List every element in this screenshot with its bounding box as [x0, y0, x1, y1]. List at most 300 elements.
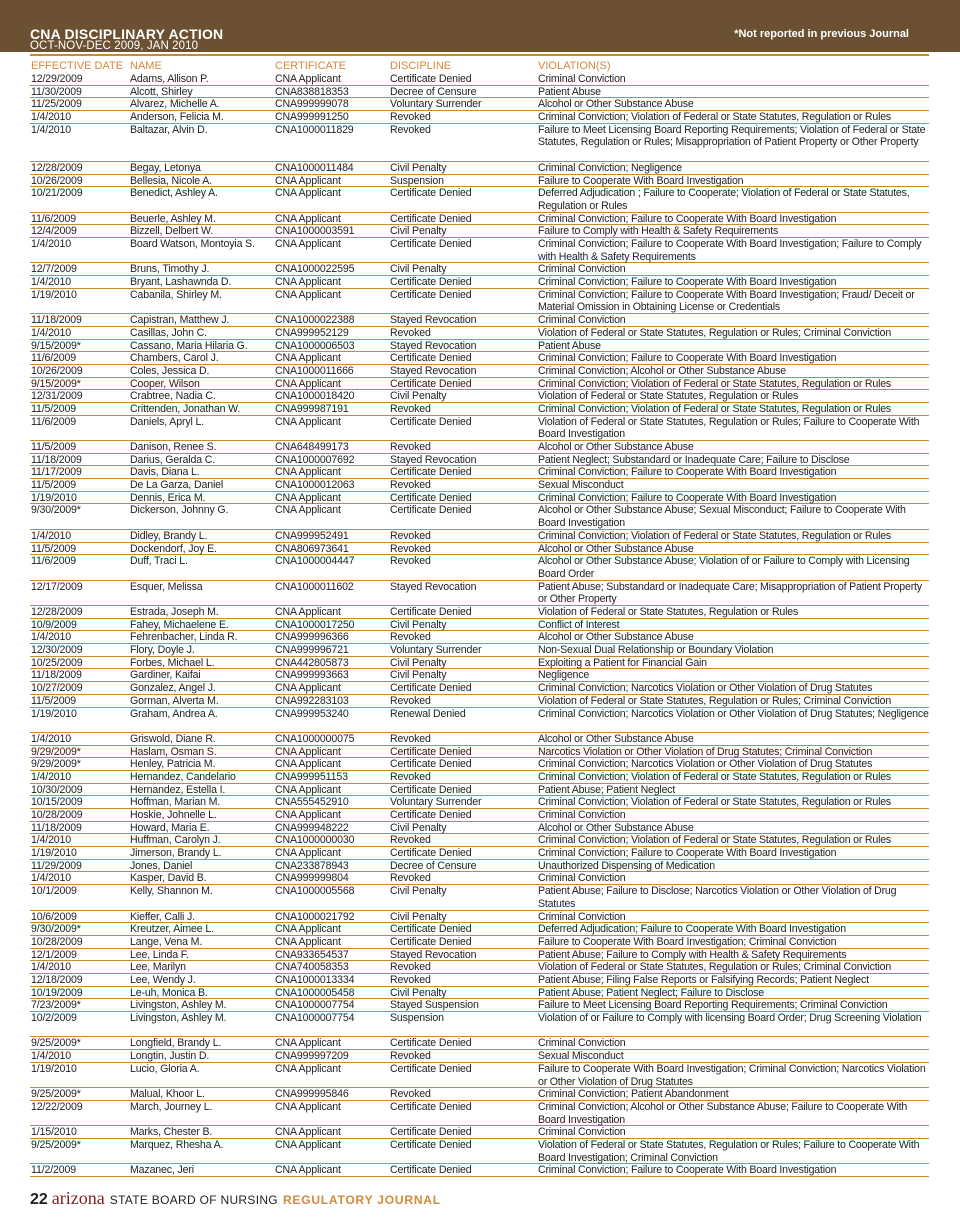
violation-cell: Criminal Conviction; Violation of Federal or State Statutes, Regulation or Rules: [538, 402, 892, 415]
name-cell: Hoffman, Marian M.: [130, 796, 221, 809]
violation-cell: Unauthorized Dispensing of Medication: [538, 859, 715, 872]
effective-date-cell: 12/18/2009: [31, 973, 83, 986]
discipline-cell: Certificate Denied: [390, 1037, 472, 1050]
violation-cell: Criminal Conviction; Narcotics Violation or Other Violation of Drug Statutes: [538, 682, 873, 695]
effective-date-cell: 1/4/2010: [31, 237, 72, 250]
table-row: [30, 936, 929, 949]
violation-cell: Alcohol or Other Substance Abuse: [538, 441, 694, 454]
discipline-cell: Revoked: [390, 872, 431, 885]
discipline-cell: Revoked: [390, 529, 431, 542]
violation-cell: Violation of Federal or State Statutes, Regulation or Rules; Criminal Conviction: [538, 961, 892, 974]
table-row: [30, 504, 929, 529]
column-header-violations: VIOLATION(S): [538, 60, 611, 72]
discipline-cell: Renewal Denied: [390, 707, 466, 720]
table-row: [30, 352, 929, 365]
certificate-cell: CNA Applicant: [275, 606, 341, 619]
violation-cell: Patient Abuse; Filing False Reports or Falsifying Records; Patient Neglect: [538, 973, 869, 986]
certificate-cell: CNA Applicant: [275, 847, 341, 860]
disciplinary-table: [30, 73, 929, 1177]
certificate-cell: CNA999995846: [275, 1088, 349, 1101]
table-row: [30, 911, 929, 924]
discipline-cell: Revoked: [390, 402, 431, 415]
name-cell: Dockendorf, Joy E.: [130, 542, 217, 555]
discipline-cell: Revoked: [390, 732, 431, 745]
violation-cell: Violation of Federal or State Statutes, Regulation or Rules; Failure to Cooperate With Board Investigation; Criminal Conviction: [538, 1138, 920, 1164]
violation-cell: Alcohol or Other Substance Abuse: [538, 542, 694, 555]
violation-cell: Criminal Conviction; Alcohol or Other Substance Abuse; Failure to Cooperate With Board Investigation: [538, 1100, 908, 1126]
name-cell: Gorman, Alverta M.: [130, 694, 219, 707]
table-header: [0, 60, 960, 73]
effective-date-cell: 9/29/2009*: [31, 745, 81, 758]
discipline-cell: Revoked: [390, 631, 431, 644]
table-row: [30, 682, 929, 695]
effective-date-cell: 12/31/2009: [31, 390, 83, 403]
discipline-cell: Civil Penalty: [390, 161, 447, 174]
effective-date-cell: 11/30/2009: [31, 85, 82, 98]
effective-date-cell: 9/30/2009*: [31, 923, 81, 936]
discipline-cell: Certificate Denied: [390, 1126, 472, 1139]
effective-date-cell: 1/4/2010: [31, 123, 72, 136]
discipline-cell: Decree of Censure: [390, 859, 477, 872]
table-row: [30, 822, 929, 835]
table-row: [30, 708, 929, 733]
table-row: [30, 530, 929, 543]
effective-date-cell: 11/18/2009: [31, 314, 82, 327]
violation-cell: Patient Abuse: [538, 339, 601, 352]
effective-date-cell: 1/19/2010: [31, 288, 77, 301]
discipline-cell: Certificate Denied: [390, 288, 472, 301]
effective-date-cell: 1/4/2010: [31, 732, 72, 745]
effective-date-cell: 11/29/2009: [31, 859, 82, 872]
discipline-cell: Certificate Denied: [390, 491, 472, 504]
name-cell: Livingston, Ashley M.: [130, 999, 227, 1012]
effective-date-cell: 7/23/2009*: [31, 999, 81, 1012]
name-cell: Hoskie, Johnelle L.: [130, 809, 217, 822]
table-row: [30, 1139, 929, 1164]
effective-date-cell: 10/9/2009: [31, 618, 77, 631]
effective-date-cell: 10/30/2009: [31, 783, 83, 796]
discipline-cell: Revoked: [390, 441, 431, 454]
effective-date-cell: 9/25/2009*: [31, 1138, 81, 1151]
effective-date-cell: 10/28/2009: [31, 935, 83, 948]
table-row: [30, 238, 929, 263]
certificate-cell: CNA1000005568: [275, 885, 355, 898]
table-row: [30, 1088, 929, 1101]
discipline-cell: Certificate Denied: [390, 237, 472, 250]
effective-date-cell: 9/29/2009*: [31, 758, 81, 771]
effective-date-cell: 1/15/2010: [31, 1126, 77, 1139]
board-name: STATE BOARD OF NURSING: [109, 1193, 278, 1207]
table-row: [30, 98, 929, 111]
table-row: [30, 999, 929, 1012]
name-cell: Bizzell, Delbert W.: [130, 225, 214, 238]
name-cell: Esquer, Melissa: [130, 580, 203, 593]
name-cell: Cooper, Wilson: [130, 377, 200, 390]
table-row: [30, 390, 929, 403]
violation-cell: Alcohol or Other Substance Abuse: [538, 98, 694, 111]
table-row: [30, 403, 929, 416]
arizona-logo-text: arizona: [51, 1188, 105, 1208]
name-cell: Bruns, Timothy J.: [130, 263, 210, 276]
effective-date-cell: 10/27/2009: [31, 682, 83, 695]
discipline-cell: Certificate Denied: [390, 847, 472, 860]
discipline-cell: Certificate Denied: [390, 352, 472, 365]
effective-date-cell: 10/28/2009: [31, 809, 83, 822]
violation-cell: Patient Abuse; Patient Neglect; Failure to Disclose: [538, 986, 764, 999]
effective-date-cell: 1/19/2010: [31, 1062, 77, 1075]
name-cell: Crabtree, Nadia C.: [130, 390, 216, 403]
name-cell: Kelly, Shannon M.: [130, 885, 213, 898]
name-cell: Begay, Letonya: [130, 161, 201, 174]
certificate-cell: CNA Applicant: [275, 415, 341, 428]
violation-cell: Patient Abuse; Substandard or Inadequate Care; Misappropriation of Patient Property or Other Property: [538, 580, 922, 606]
effective-date-cell: 11/18/2009: [31, 669, 82, 682]
certificate-cell: CNA1000022595: [275, 263, 355, 276]
effective-date-cell: 1/4/2010: [31, 111, 72, 124]
table-row: [30, 1037, 929, 1050]
name-cell: Chambers, Carol J.: [130, 352, 219, 365]
certificate-cell: CNA1000007692: [275, 453, 355, 466]
certificate-cell: CNA1000007754: [275, 999, 355, 1012]
violation-cell: Criminal Conviction: [538, 314, 626, 327]
violation-cell: Sexual Misconduct: [538, 479, 624, 492]
name-cell: Lucio, Gloria A.: [130, 1062, 200, 1075]
certificate-cell: CNA Applicant: [275, 276, 341, 289]
table-row: [30, 276, 929, 289]
name-cell: Crittenden, Jonathan W.: [130, 402, 241, 415]
effective-date-cell: 11/5/2009: [31, 694, 76, 707]
name-cell: Henley, Patricia M.: [130, 758, 216, 771]
effective-date-cell: 9/15/2009*: [31, 339, 81, 352]
page-footer: [30, 1188, 441, 1210]
violation-cell: Criminal Conviction: [538, 1126, 626, 1139]
name-cell: De La Garza, Daniel: [130, 479, 224, 492]
violation-cell: Alcohol or Other Substance Abuse; Sexual Misconduct; Failure to Cooperate With Board Investigation: [538, 504, 906, 530]
certificate-cell: CNA1000000075: [275, 732, 355, 745]
violation-cell: Criminal Conviction: [538, 910, 626, 923]
violation-cell: Exploiting a Patient for Financial Gain: [538, 656, 707, 669]
column-header-name: NAME: [130, 60, 162, 72]
certificate-cell: CNA Applicant: [275, 1100, 341, 1113]
certificate-cell: CNA233878943: [275, 859, 349, 872]
certificate-cell: CNA Applicant: [275, 1037, 341, 1050]
name-cell: Danison, Renee S.: [130, 441, 217, 454]
name-cell: Jones, Daniel: [130, 859, 193, 872]
certificate-cell: CNA999999078: [275, 98, 349, 111]
effective-date-cell: 11/6/2009: [31, 415, 76, 428]
name-cell: Daniels, Apryl L.: [130, 415, 204, 428]
name-cell: Jimerson, Brandy L.: [130, 847, 222, 860]
certificate-cell: CNA999993663: [275, 669, 349, 682]
certificate-cell: CNA Applicant: [275, 466, 341, 479]
name-cell: Cabanila, Shirley M.: [130, 288, 222, 301]
effective-date-cell: 11/5/2009: [31, 402, 76, 415]
violation-cell: Failure to Meet Licensing Board Reporting Requirements; Criminal Conviction: [538, 999, 888, 1012]
column-header-discipline: DISCIPLINE: [390, 60, 452, 72]
name-cell: Forbes, Michael L.: [130, 656, 215, 669]
name-cell: Howard, Maria E.: [130, 821, 210, 834]
table-row: [30, 1050, 929, 1063]
certificate-cell: CNA999952491: [275, 529, 349, 542]
table-row: [30, 543, 929, 556]
table-row: [30, 492, 929, 505]
table-row: [30, 454, 929, 467]
discipline-cell: Certificate Denied: [390, 73, 472, 85]
discipline-cell: Revoked: [390, 326, 431, 339]
effective-date-cell: 10/25/2009: [31, 656, 83, 669]
violation-cell: Patient Neglect; Substandard or Inadequate Care; Failure to Disclose: [538, 453, 850, 466]
effective-date-cell: 10/2/2009: [31, 1012, 77, 1025]
discipline-cell: Certificate Denied: [390, 935, 472, 948]
certificate-cell: CNA1000011602: [275, 580, 354, 593]
name-cell: Fehrenbacher, Linda R.: [130, 631, 238, 644]
name-cell: Lee, Wendy J.: [130, 973, 196, 986]
table-row: [30, 263, 929, 276]
name-cell: Benedict, Ashley A.: [130, 187, 218, 200]
certificate-cell: CNA999999804: [275, 872, 349, 885]
header-divider: [30, 54, 929, 56]
table-row: [30, 644, 929, 657]
name-cell: Capistran, Matthew J.: [130, 314, 230, 327]
discipline-cell: Revoked: [390, 555, 431, 568]
table-row: [30, 746, 929, 759]
name-cell: Bellesia, Nicole A.: [130, 174, 212, 187]
name-cell: Anderson, Felicia M.: [130, 111, 224, 124]
effective-date-cell: 1/19/2010: [31, 491, 77, 504]
table-row: [30, 466, 929, 479]
effective-date-cell: 10/26/2009: [31, 364, 83, 377]
discipline-cell: Revoked: [390, 111, 431, 124]
certificate-cell: CNA1000011666: [275, 364, 354, 377]
effective-date-cell: 1/4/2010: [31, 276, 72, 289]
certificate-cell: CNA Applicant: [275, 783, 341, 796]
certificate-cell: CNA Applicant: [275, 174, 341, 187]
header-band: [0, 0, 960, 52]
violation-cell: Violation of Federal or State Statutes, Regulation or Rules; Criminal Conviction: [538, 694, 892, 707]
effective-date-cell: 12/30/2009: [31, 644, 83, 657]
table-row: [30, 289, 929, 314]
certificate-cell: CNA1000007754: [275, 1012, 355, 1025]
name-cell: Flory, Doyle J.: [130, 644, 195, 657]
violation-cell: Criminal Conviction; Violation of Federal or State Statutes, Regulation or Rules: [538, 834, 892, 847]
certificate-cell: CNA1000013334: [275, 973, 355, 986]
name-cell: Haslam, Osman S.: [130, 745, 217, 758]
violation-cell: Criminal Conviction; Violation of Federal or State Statutes, Regulation or Rules: [538, 111, 892, 124]
certificate-cell: CNA999987191: [275, 402, 349, 415]
violation-cell: Criminal Conviction; Violation of Federal or State Statutes, Regulation or Rules: [538, 377, 892, 390]
effective-date-cell: 11/17/2009: [31, 466, 82, 479]
certificate-cell: CNA Applicant: [275, 73, 341, 85]
violation-cell: Criminal Conviction; Negligence: [538, 161, 682, 174]
table-row: [30, 555, 929, 580]
table-row: [30, 631, 929, 644]
table-row: [30, 657, 929, 670]
discipline-cell: Voluntary Surrender: [390, 644, 482, 657]
table-row: [30, 885, 929, 910]
certificate-cell: CNA1000011829: [275, 123, 354, 136]
certificate-cell: CNA Applicant: [275, 935, 341, 948]
discipline-cell: Certificate Denied: [390, 212, 472, 225]
table-row: [30, 834, 929, 847]
table-row: [30, 162, 929, 175]
effective-date-cell: 12/28/2009: [31, 606, 83, 619]
effective-date-cell: 10/19/2009: [31, 986, 83, 999]
discipline-cell: Certificate Denied: [390, 682, 472, 695]
effective-date-cell: 1/4/2010: [31, 631, 72, 644]
name-cell: Alcott, Shirley: [130, 85, 193, 98]
name-cell: Le-uh, Monica B.: [130, 986, 208, 999]
effective-date-cell: 1/4/2010: [31, 834, 72, 847]
certificate-cell: CNA Applicant: [275, 682, 341, 695]
effective-date-cell: 11/18/2009: [31, 821, 82, 834]
violation-cell: Violation of Federal or State Statutes, Regulation or Rules: [538, 606, 799, 619]
effective-date-cell: 11/5/2009: [31, 542, 76, 555]
name-cell: Cassano, Maria Hilaria G.: [130, 339, 248, 352]
violation-cell: Criminal Conviction: [538, 872, 626, 885]
violation-cell: Violation of or Failure to Comply with licensing Board Order; Drug Screening Violation: [538, 1012, 922, 1025]
table-row: [30, 961, 929, 974]
discipline-cell: Certificate Denied: [390, 745, 472, 758]
table-row: [30, 669, 929, 682]
discipline-cell: Stayed Revocation: [390, 314, 477, 327]
discipline-cell: Revoked: [390, 1050, 431, 1063]
discipline-cell: Civil Penalty: [390, 821, 447, 834]
violation-cell: Criminal Conviction; Failure to Cooperate With Board Investigation: [538, 352, 837, 365]
effective-date-cell: 9/30/2009*: [31, 504, 81, 517]
certificate-cell: CNA Applicant: [275, 504, 341, 517]
name-cell: Dickerson, Johnny G.: [130, 504, 229, 517]
discipline-cell: Civil Penalty: [390, 910, 447, 923]
table-row: [30, 1164, 929, 1177]
certificate-cell: CNA Applicant: [275, 809, 341, 822]
name-cell: Longfield, Brandy L.: [130, 1037, 222, 1050]
name-cell: Lee, Linda F.: [130, 948, 189, 961]
discipline-cell: Revoked: [390, 123, 431, 136]
table-row: [30, 479, 929, 492]
effective-date-cell: 10/1/2009: [31, 885, 77, 898]
violation-cell: Alcohol or Other Substance Abuse: [538, 732, 694, 745]
certificate-cell: CNA Applicant: [275, 237, 341, 250]
discipline-cell: Civil Penalty: [390, 225, 447, 238]
violation-cell: Criminal Conviction; Narcotics Violation or Other Violation of Drug Statutes: [538, 758, 873, 771]
name-cell: Casillas, John C.: [130, 326, 207, 339]
name-cell: Fahey, Michaelene E.: [130, 618, 229, 631]
name-cell: Board Watson, Montoyia S.: [130, 237, 255, 250]
effective-date-cell: 11/6/2009: [31, 352, 76, 365]
effective-date-cell: 10/6/2009: [31, 910, 77, 923]
certificate-cell: CNA1000022388: [275, 314, 355, 327]
discipline-cell: Certificate Denied: [390, 1164, 472, 1177]
violation-cell: Patient Abuse; Failure to Comply with Health & Safety Requirements: [538, 948, 847, 961]
name-cell: Darius, Geralda C.: [130, 453, 216, 466]
table-row: [30, 949, 929, 962]
violation-cell: Criminal Conviction; Failure to Cooperate With Board Investigation; Failure to Comply with Health & Safety Requirements: [538, 237, 922, 263]
discipline-cell: Voluntary Surrender: [390, 796, 482, 809]
discipline-cell: Civil Penalty: [390, 390, 447, 403]
violation-cell: Criminal Conviction; Narcotics Violation or Other Violation of Drug Statutes; Negligence: [538, 707, 929, 720]
discipline-cell: Revoked: [390, 973, 431, 986]
effective-date-cell: 1/4/2010: [31, 770, 72, 783]
effective-date-cell: 1/4/2010: [31, 529, 72, 542]
violation-cell: Criminal Conviction; Failure to Cooperate With Board Investigation: [538, 212, 837, 225]
effective-date-cell: 1/4/2010: [31, 872, 72, 885]
table-row: [30, 378, 929, 391]
discipline-cell: Stayed Suspension: [390, 999, 479, 1012]
table-row: [30, 1063, 929, 1088]
name-cell: Davis, Diana L.: [130, 466, 200, 479]
effective-date-cell: 11/2/2009: [31, 1164, 76, 1177]
violation-cell: Criminal Conviction; Failure to Cooperate With Board Investigation: [538, 491, 837, 504]
name-cell: Lange, Vena M.: [130, 935, 203, 948]
violation-cell: Failure to Cooperate With Board Investigation; Criminal Conviction; Narcotics Violation or Other Violation of Drug Statutes: [538, 1062, 926, 1088]
name-cell: Estrada, Joseph M.: [130, 606, 219, 619]
table-row: [30, 73, 929, 86]
violation-cell: Deferred Adjudication ; Failure to Cooperate; Violation of Federal or State Statutes, Regulation or Rules: [538, 187, 910, 212]
table-row: [30, 213, 929, 226]
name-cell: Alvarez, Michelle A.: [130, 98, 220, 111]
effective-date-cell: 12/4/2009: [31, 225, 77, 238]
discipline-cell: Civil Penalty: [390, 618, 447, 631]
violation-cell: Criminal Conviction; Failure to Cooperate With Board Investigation; Fraud/ Deceit or Material Omission in Obtaining License or Credentials: [538, 288, 915, 314]
table-row: [30, 340, 929, 353]
name-cell: Kieffer, Calli J.: [130, 910, 195, 923]
effective-date-cell: 12/7/2009: [31, 263, 77, 276]
discipline-cell: Civil Penalty: [390, 656, 447, 669]
certificate-cell: CNA999996721: [275, 644, 349, 657]
name-cell: Kasper, David B.: [130, 872, 207, 885]
name-cell: Didley, Brandy L.: [130, 529, 208, 542]
table-row: [30, 1126, 929, 1139]
effective-date-cell: 10/15/2009: [31, 796, 83, 809]
certificate-cell: CNA1000000030: [275, 834, 355, 847]
name-cell: Livingston, Ashley M.: [130, 1012, 227, 1025]
name-cell: Mazanec, Jeri: [130, 1164, 194, 1177]
journal-name: REGULATORY JOURNAL: [282, 1193, 441, 1207]
violation-cell: Negligence: [538, 669, 590, 682]
table-row: [30, 225, 929, 238]
discipline-cell: Certificate Denied: [390, 415, 472, 428]
name-cell: Gonzalez, Angel J.: [130, 682, 216, 695]
certificate-cell: CNA1000012063: [275, 479, 355, 492]
name-cell: Baltazar, Alvin D.: [130, 123, 208, 136]
name-cell: Lee, Marilyn: [130, 961, 186, 974]
certificate-cell: CNA555452910: [275, 796, 349, 809]
table-row: [30, 847, 929, 860]
violation-cell: Criminal Conviction: [538, 809, 626, 822]
name-cell: Graham, Andrea A.: [130, 707, 218, 720]
certificate-cell: CNA Applicant: [275, 745, 341, 758]
violation-cell: Criminal Conviction; Violation of Federal or State Statutes, Regulation or Rules: [538, 796, 892, 809]
name-cell: Marks, Chester B.: [130, 1126, 213, 1139]
discipline-cell: Civil Penalty: [390, 885, 447, 898]
violation-cell: Narcotics Violation or Other Violation of Drug Statutes; Criminal Conviction: [538, 745, 873, 758]
name-cell: March, Journey L.: [130, 1100, 213, 1113]
certificate-cell: CNA Applicant: [275, 288, 341, 301]
certificate-cell: CNA Applicant: [275, 352, 341, 365]
discipline-cell: Civil Penalty: [390, 263, 447, 276]
certificate-cell: CNA Applicant: [275, 1126, 341, 1139]
certificate-cell: CNA999996366: [275, 631, 349, 644]
effective-date-cell: 11/18/2009: [31, 453, 82, 466]
effective-date-cell: 1/4/2010: [31, 326, 72, 339]
effective-date-cell: 1/19/2010: [31, 847, 77, 860]
effective-date-cell: 12/28/2009: [31, 161, 83, 174]
name-cell: Beuerle, Ashley M.: [130, 212, 216, 225]
table-row: [30, 758, 929, 771]
table-row: [30, 606, 929, 619]
discipline-cell: Revoked: [390, 542, 431, 555]
certificate-cell: CNA740058353: [275, 961, 349, 974]
